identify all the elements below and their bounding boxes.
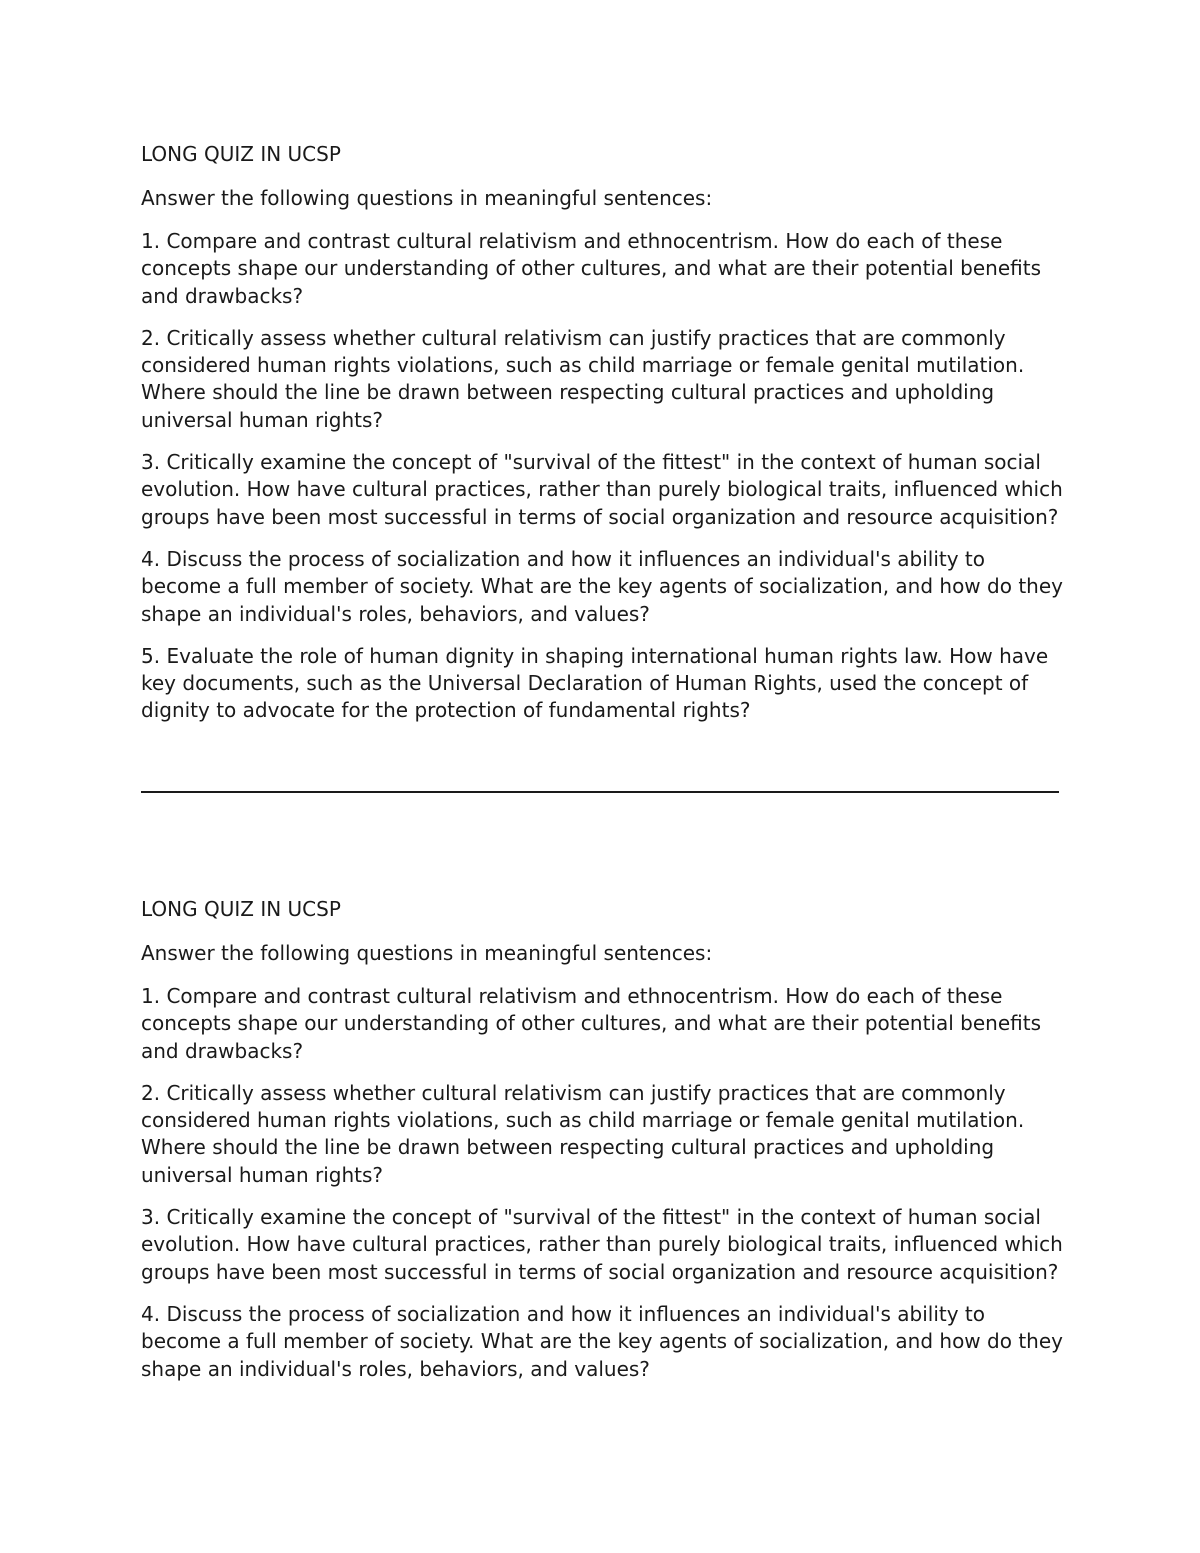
question-3: 3. Critically examine the concept of "survival of the fittest" in the context of human social evolution. How have cultural practices, rather than purely biological traits, influenced which groups have been most successful in terms of social organization and resource acquisition? <box>141 450 1063 529</box>
question-5: 5. Evaluate the role of human dignity in shaping international human rights law. How have key documents, such as the Universal Declaration of Human Rights, used the concept of dignity to advocate for the protection of fundamental rights? <box>141 643 1049 723</box>
cut-line-divider <box>141 791 1059 793</box>
quiz-title: LONG QUIZ IN UCSP <box>141 897 341 921</box>
quiz-instruction: Answer the following questions in meaningful sentences: <box>141 186 713 210</box>
quiz-section-bottom <box>141 896 1071 1398</box>
question-1: 1. Compare and contrast cultural relativism and ethnocentrism. How do each of these concepts shape our understanding of other cultures, and what are their potential benefits and drawbacks? <box>141 984 1042 1063</box>
quiz-title: LONG QUIZ IN UCSP <box>141 142 341 166</box>
question-4: 4. Discuss the process of socialization and how it influences an individual's ability to become a full member of society. What are the key agents of socialization, and how do they shape an individual's roles, behaviors, and values? <box>141 546 1063 626</box>
quiz-section-top <box>141 141 1071 740</box>
question-4: 4. Discuss the process of socialization and how it influences an individual's ability to become a full member of society. What are the key agents of socialization, and how do they shape an individual's roles, behaviors, and values? <box>141 1301 1063 1381</box>
quiz-instruction: Answer the following questions in meaningful sentences: <box>141 941 713 965</box>
question-2: 2. Critically assess whether cultural relativism can justify practices that are commonly considered human rights violations, such as child marriage or female genital mutilation. Where should the line be drawn between respecting cultural practices and upholding universal human rights? <box>141 1080 1025 1187</box>
question-1: 1. Compare and contrast cultural relativism and ethnocentrism. How do each of these concepts shape our understanding of other cultures, and what are their potential benefits and drawbacks? <box>141 229 1042 308</box>
question-2: 2. Critically assess whether cultural relativism can justify practices that are commonly considered human rights violations, such as child marriage or female genital mutilation. Where should the line be drawn between respecting cultural practices and upholding universal human rights? <box>141 325 1025 432</box>
question-3: 3. Critically examine the concept of "survival of the fittest" in the context of human social evolution. How have cultural practices, rather than purely biological traits, influenced which groups have been most successful in terms of social organization and resource acquisition? <box>141 1205 1063 1284</box>
